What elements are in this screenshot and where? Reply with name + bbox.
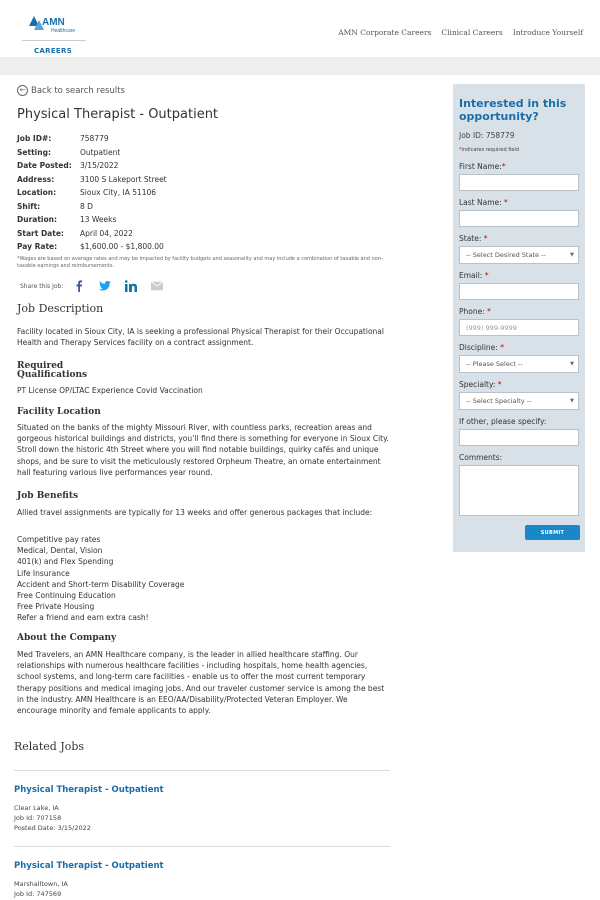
discipline-select[interactable]: -- Please Select -- ▼ <box>459 355 579 373</box>
chevron-down-icon: ▼ <box>570 361 574 367</box>
detail-value: 758779 <box>80 134 109 143</box>
logo-careers-text: CAREERS <box>34 47 73 55</box>
email-label: Email: * <box>459 271 489 280</box>
other-specify-field[interactable] <box>459 429 579 446</box>
email-icon[interactable] <box>151 280 163 292</box>
site-header <box>0 0 600 57</box>
top-nav <box>333 28 588 37</box>
related-jobs-heading: Related Jobs <box>14 740 85 753</box>
facility-location-heading: Facility Location <box>17 407 101 417</box>
benefits-list <box>17 534 389 624</box>
detail-value: Sioux City, IA 51106 <box>80 188 157 197</box>
related-job-meta <box>14 879 68 899</box>
related-job-posted: Posted Date: 3/15/2022 <box>14 824 91 832</box>
detail-value: $1,600.00 - $1,800.00 <box>80 242 164 251</box>
submit-button[interactable]: SUBMIT <box>525 525 580 540</box>
related-job-id: Job Id: 707158 <box>14 814 62 822</box>
detail-label: Setting: <box>17 147 51 157</box>
twitter-icon[interactable] <box>99 280 111 292</box>
related-job-title-link[interactable]: Physical Therapist - Outpatient <box>14 785 164 795</box>
detail-label: Location: <box>17 188 57 197</box>
state-label: State: * <box>459 234 488 243</box>
form-title: Interested in this opportunity? <box>459 97 567 123</box>
back-arrow-icon: ← <box>17 85 28 96</box>
phone-field[interactable]: (999) 999-9999 <box>459 319 579 336</box>
share-label: Share this Job: <box>20 282 64 290</box>
nav-clinical-careers[interactable]: Clinical Careers <box>441 28 503 37</box>
list-item: Accident and Short-term Disability Coverage <box>17 579 185 589</box>
list-item: 401(k) and Flex Spending <box>17 557 114 567</box>
comments-textarea[interactable] <box>459 465 579 516</box>
list-item: Medical, Dental, Vision <box>17 546 103 556</box>
detail-row <box>17 175 167 189</box>
last-name-label: Last Name: * <box>459 198 508 207</box>
specialty-select[interactable]: -- Select Specialty -- ▼ <box>459 392 579 410</box>
qualifications-heading-2: Qualifications <box>17 370 88 380</box>
qualifications-text: PT License OP/LTAC Experience Covid Vaccination <box>17 386 203 395</box>
facility-location-text: Situated on the banks of the mighty Missouri River, with countless parks, recreation areas and gorgeous historical buildings and districts, you’ll find there is something for everyone in Sioux City. Stroll down the historic 4th Street where you will find notable buildings, quirky cafés and unique shops, and be sure to visit the meticulously restored Orpheum Theatre, an ornate entertainment hall featuring various live performances year round. <box>17 423 389 477</box>
divider <box>14 846 390 847</box>
list-item: Life Insurance <box>17 568 70 578</box>
header-band <box>0 57 600 75</box>
about-company-text: Med Travelers, an AMN Healthcare company, is the leader in allied healthcare staffing. Our relationships with numerous healthcare facilities - including hospitals, home health agencies, school systems, and long-term care facilities - enable us to offer the most current temporary therapy positions and medical imaging jobs. And our traveler customer service is among the best in the industry. AMN Healthcare is an EEO/AA/Disability/Protected Veteran Employer. We encourage minority and female applicants to apply. <box>17 650 385 716</box>
list-item: Free Continuing Education <box>17 591 116 601</box>
detail-row <box>17 188 167 202</box>
detail-label: Date Posted: <box>17 161 72 170</box>
wage-footnote: *Wages are based on average rates and may be impacted by facility budgets and seasonality and may include a combination of taxable and non-taxable earnings and reimbursements. <box>17 256 383 269</box>
list-item: Competitive pay rates <box>17 535 101 544</box>
detail-row <box>17 148 167 162</box>
list-item: Refer a friend and earn extra cash! <box>17 613 149 623</box>
job-details <box>17 134 167 256</box>
detail-label: Address: <box>17 174 55 184</box>
email-field[interactable] <box>459 283 579 300</box>
phone-label: Phone: * <box>459 307 491 316</box>
detail-value: 13 Weeks <box>80 215 117 224</box>
back-link-label: Back to search results <box>31 85 125 96</box>
logo-divider <box>22 40 86 41</box>
detail-value: April 04, 2022 <box>80 228 133 238</box>
detail-row <box>17 202 167 216</box>
divider <box>14 770 390 771</box>
job-benefits-heading: Job Benefits <box>17 491 79 501</box>
other-specify-label: If other, please specify: <box>459 417 547 426</box>
detail-value: 3/15/2022 <box>80 161 119 170</box>
nav-corporate-careers[interactable]: AMN Corporate Careers <box>338 28 432 37</box>
form-job-id: Job ID: 758779 <box>459 131 515 140</box>
svg-text:Healthcare: Healthcare <box>51 28 76 34</box>
detail-label: Duration: <box>17 215 57 224</box>
detail-value: 8 D <box>80 201 93 211</box>
share-icons <box>73 280 163 292</box>
specialty-label: Specialty: * <box>459 380 502 389</box>
about-company-heading: About the Company <box>17 633 117 643</box>
detail-label: Pay Rate: <box>17 242 58 251</box>
state-select[interactable]: -- Select Desired State -- ▼ <box>459 246 579 264</box>
related-job-id: Job Id: 747569 <box>14 890 62 898</box>
detail-label: Job ID#: <box>17 134 52 143</box>
benefits-intro: Allied travel assignments are typically for 13 weeks and offer generous packages that include: <box>17 508 373 517</box>
job-title: Physical Therapist - Outpatient <box>17 107 219 122</box>
job-description-text: Facility located in Sioux City, IA is seeking a professional Physical Therapist for their Occupational Health and Therapy Services facility on a contract assignment. <box>17 327 384 348</box>
first-name-label: First Name:* <box>459 162 506 171</box>
chevron-down-icon: ▼ <box>570 398 574 404</box>
detail-label: Shift: <box>17 201 41 211</box>
related-job-location: Clear Lake, IA <box>14 804 59 812</box>
first-name-field[interactable] <box>459 174 579 191</box>
facebook-icon[interactable] <box>73 280 85 292</box>
back-to-search-link[interactable] <box>17 85 125 96</box>
detail-row <box>17 161 167 175</box>
detail-row <box>17 134 167 148</box>
job-description-heading: Job Description <box>17 302 104 315</box>
detail-row <box>17 229 167 243</box>
detail-row <box>17 215 167 229</box>
last-name-field[interactable] <box>459 210 579 227</box>
detail-row <box>17 242 167 256</box>
amn-logo-mark <box>22 8 86 40</box>
related-job-location: Marshalltown, IA <box>14 880 68 888</box>
related-job-meta <box>14 803 91 833</box>
chevron-down-icon: ▼ <box>570 252 574 258</box>
apply-form <box>453 84 585 552</box>
detail-label: Start Date: <box>17 228 64 238</box>
related-job-title-link[interactable]: Physical Therapist - Outpatient <box>14 861 164 871</box>
comments-label: Comments: <box>459 453 503 462</box>
qualifications-heading-1: Required <box>17 361 64 371</box>
svg-text:AMN: AMN <box>42 17 65 28</box>
detail-value: 3100 S Lakeport Street <box>80 174 167 184</box>
linkedin-icon[interactable] <box>125 280 137 292</box>
share-bar <box>20 280 163 292</box>
list-item: Free Private Housing <box>17 602 95 612</box>
discipline-label: Discipline: * <box>459 343 504 352</box>
required-note: *indicates required field <box>459 147 519 153</box>
nav-introduce-yourself[interactable]: Introduce Yourself <box>512 28 583 37</box>
detail-value: Outpatient <box>80 147 121 157</box>
